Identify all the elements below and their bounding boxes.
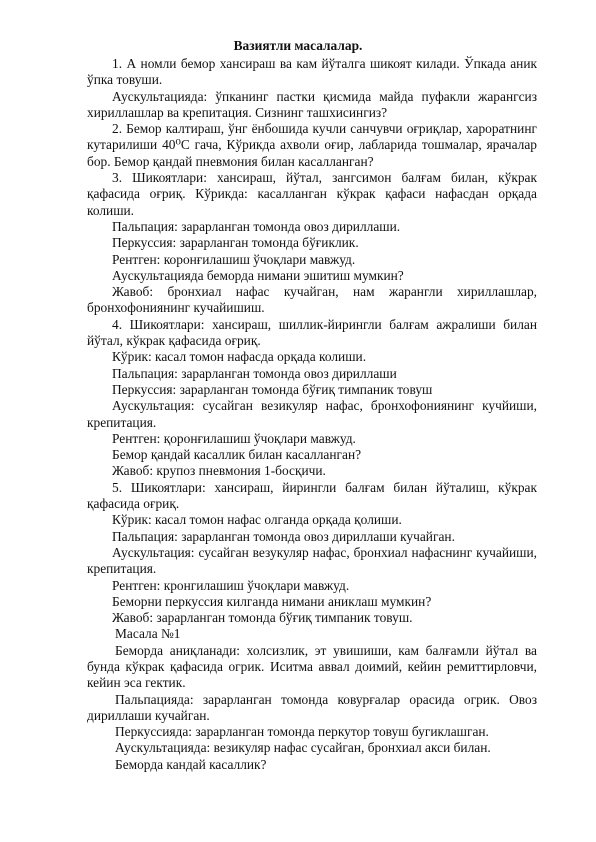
paragraph: Аускультацияда: везикуляр нафас сусайган, бронхиал акси билан. <box>115 740 491 756</box>
paragraph: Жавоб: зарарланган томонда бўғиқ тимпаник товуш. <box>112 610 413 626</box>
document-body <box>87 56 537 773</box>
paragraph: Перкуссия: зарарланган томонда бўғиклик. <box>112 235 359 251</box>
paragraph: Перкуссияда: зарарланган томонда перкутор товуш бугиклашган. <box>115 724 489 740</box>
paragraph: Аускультацияда беморда нимани эшитиш мумкин? <box>112 267 404 283</box>
paragraph: Аускультация: сусайган везикуляр нафас, бронхофониянинг кучйиши, крепитация. <box>87 398 537 430</box>
paragraph: Жавоб: бронхиал нафас кучайган, нам жарангли хириллашлар, бронхофониянинг кучайишиш. <box>87 284 537 316</box>
paragraph: Рентген: коронғилашиш ўчоқлари мавжуд. <box>112 251 356 267</box>
document-title: Вазиятли масалалар. <box>233 38 363 53</box>
paragraph: Беморда аниқланади: холсизлик, эт увишиши, кам балғамли йўтал ва бунда кўкрак қафасида огрик. Иситма аввал доимий, кейин ремиттирловчи, кейин эса гектик. <box>87 642 537 691</box>
paragraph: 3. Шикоятлари: хансираш, йўтал, зангсимон балғам билан, кўкрак қафасида оғриқ. Кўрикда: касалланган кўкрак қафаси нафасдан орқада колиши. <box>87 170 537 218</box>
paragraph: Рентген: қоронғилашиш ўчоқлари мавжуд. <box>112 430 356 446</box>
paragraph: Бемор қандай касаллик билан касалланган? <box>112 447 362 463</box>
paragraph: Пальпация: зарарланган томонда овоз дириллаши. <box>112 218 401 234</box>
paragraph: Перкуссия: зарарланган томонда бўғиқ тимпаник товуш <box>112 381 433 397</box>
paragraph: Кўрик: касал томон нафасда орқада колиши. <box>112 349 367 365</box>
paragraph: Аускультация: сусайган везукуляр нафас, бронхиал нафаснинг кучайиши, крепитация. <box>87 544 537 577</box>
paragraph: Аускультацияда: ўпканинг пастки қисмида майда пуфакли жарангсиз хириллашлар ва крепитация. Сизнинг ташхисингиз? <box>87 88 537 120</box>
problem-heading: Масала №1 <box>115 626 181 642</box>
paragraph: 2. Бемор калтираш, ўнг ёнбошида кучли санчувчи оғриқлар, хароратнинг кутарилиши 40⁰С гача, Кўрикда ахволи оғир, лабларида тошмалар, ярачалар бор. Бемор қандай пневмония билан касалланган? <box>87 121 537 169</box>
paragraph: Пальпация: зарарланган томонда овоз дириллаши <box>112 365 397 381</box>
paragraph: 4. Шикоятлари: хансираш, шиллик-йирингли балғам ажралиши билан йўтал, кўкрак қафасида оғриқ. <box>87 316 537 349</box>
paragraph: Беморда кандай касаллик? <box>115 756 267 772</box>
paragraph: Кўрик: касал томон нафас олганда орқада қолиши. <box>112 512 402 528</box>
paragraph: 5. Шикоятлари: хансираш, йирингли балғам билан йўталиш, кўкрак қафасида оғриқ. <box>87 479 537 512</box>
paragraph: Пальпация: зарарланган томонда овоз дириллаши кучайган. <box>112 528 455 544</box>
paragraph: Пальпацияда: зарарланган томонда ковурғалар орасида огрик. Овоз дириллаши кучайган. <box>87 691 537 723</box>
paragraph: Беморни перкуссия килганда нимани аниклаш мумкин? <box>112 593 432 609</box>
paragraph: Рентген: кронгилашиш ўчоқлари мавжуд. <box>112 577 350 593</box>
paragraph: Жавоб: крупоз пневмония 1-босқичи. <box>112 463 326 479</box>
paragraph: 1. А номли бемор хансираш ва кам йўталга шикоят килади. Ўпкада аник ўпка товуши. <box>87 56 537 88</box>
